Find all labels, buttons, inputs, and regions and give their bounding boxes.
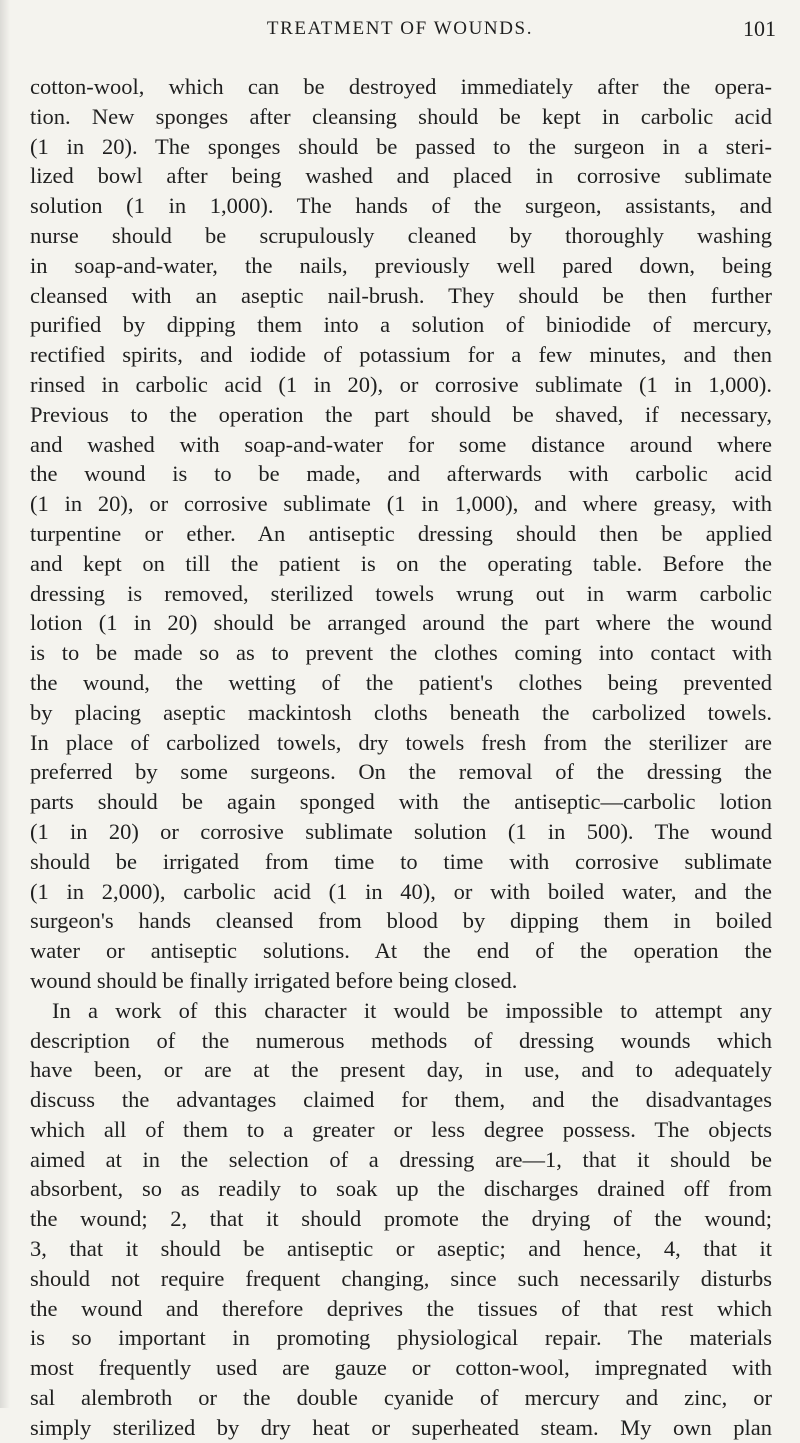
text-line: the wound, the wetting of the patient's clothes being prevented bbox=[30, 669, 772, 695]
running-head bbox=[0, 14, 800, 44]
text-line: (1 in 20). The sponges should be passed to the surgeon in a steri- bbox=[30, 133, 772, 159]
text-line: in soap-and-water, the nails, previously well pared down, being bbox=[30, 252, 772, 278]
text-line: lotion (1 in 20) should be arranged around the part where the wound bbox=[30, 610, 772, 636]
body-text bbox=[30, 72, 772, 1443]
text-line-paragraph-end: wound should be finally irrigated before being closed. bbox=[30, 967, 518, 993]
text-line: discuss the advantages claimed for them, and the disadvantages bbox=[30, 1087, 772, 1113]
text-line: tion. New sponges after cleansing should be kept in carbolic acid bbox=[30, 103, 772, 129]
text-line: cleansed with an aseptic nail-brush. They should be then further bbox=[30, 282, 772, 308]
text-line: which all of them to a greater or less degree possess. The objects bbox=[30, 1116, 772, 1142]
text-line: surgeon's hands cleansed from blood by dipping them in boiled bbox=[30, 908, 772, 934]
text-line: water or antiseptic solutions. At the end of the operation the bbox=[30, 938, 772, 964]
running-title: TREATMENT OF WOUNDS. bbox=[266, 18, 534, 39]
text-line: In place of carbolized towels, dry towels fresh from the sterilizer are bbox=[30, 729, 772, 755]
page-gutter-shadow bbox=[0, 0, 10, 1408]
text-line: (1 in 20) or corrosive sublimate solution (1 in 500). The wound bbox=[30, 818, 772, 844]
text-line: lized bowl after being washed and placed in corrosive sublimate bbox=[30, 163, 772, 189]
text-line: and washed with soap-and-water for some distance around where bbox=[30, 431, 772, 457]
text-line: (1 in 2,000), carbolic acid (1 in 40), or with boiled water, and the bbox=[30, 878, 772, 904]
text-line: turpentine or ether. An antiseptic dressing should then be applied bbox=[30, 520, 772, 546]
text-line-paragraph-start: In a work of this character it would be impossible to attempt any bbox=[52, 997, 772, 1023]
text-line: parts should be again sponged with the antiseptic—carbolic lotion bbox=[30, 789, 772, 815]
text-line: the wound and therefore deprives the tissues of that rest which bbox=[30, 1295, 772, 1321]
text-line: should be irrigated from time to time with corrosive sublimate bbox=[30, 848, 772, 874]
text-line: sal alembroth or the double cyanide of mercury and zinc, or bbox=[30, 1385, 772, 1411]
text-line: by placing aseptic mackintosh cloths beneath the carbolized towels. bbox=[30, 699, 772, 725]
text-line: is to be made so as to prevent the clothes coming into contact with bbox=[30, 640, 772, 666]
text-line: purified by dipping them into a solution of biniodide of mercury, bbox=[30, 312, 772, 338]
text-line: aimed at in the selection of a dressing are—1, that it should be bbox=[30, 1146, 772, 1172]
page-number: 101 bbox=[743, 16, 776, 41]
text-line: simply sterilized by dry heat or superheated steam. My own plan bbox=[30, 1414, 772, 1440]
text-line: rinsed in carbolic acid (1 in 20), or corrosive sublimate (1 in 1,000). bbox=[30, 371, 772, 397]
text-line: and kept on till the patient is on the operating table. Before the bbox=[30, 550, 772, 576]
text-line: the wound is to be made, and afterwards with carbolic acid bbox=[30, 461, 772, 487]
text-line: rectified spirits, and iodide of potassium for a few minutes, and then bbox=[30, 342, 772, 368]
text-line: nurse should be scrupulously cleaned by thoroughly washing bbox=[30, 222, 772, 248]
text-line: (1 in 20), or corrosive sublimate (1 in 1,000), and where greasy, with bbox=[30, 491, 772, 517]
text-line: have been, or are at the present day, in use, and to adequately bbox=[30, 1057, 772, 1083]
text-line: is so important in promoting physiological repair. The materials bbox=[30, 1325, 772, 1351]
text-line: 3, that it should be antiseptic or aseptic; and hence, 4, that it bbox=[30, 1236, 772, 1262]
text-line: cotton-wool, which can be destroyed immediately after the opera- bbox=[30, 74, 772, 99]
text-line: the wound; 2, that it should promote the drying of the wound; bbox=[30, 1206, 772, 1232]
text-line: should not require frequent changing, since such necessarily disturbs bbox=[30, 1265, 772, 1291]
text-line: solution (1 in 1,000). The hands of the surgeon, assistants, and bbox=[30, 193, 772, 219]
text-line: description of the numerous methods of dressing wounds which bbox=[30, 1027, 772, 1053]
text-line: most frequently used are gauze or cotton-wool, impregnated with bbox=[30, 1355, 772, 1381]
text-line: absorbent, so as readily to soak up the discharges drained off from bbox=[30, 1176, 772, 1202]
text-line: preferred by some surgeons. On the removal of the dressing the bbox=[30, 759, 772, 785]
text-line: dressing is removed, sterilized towels wrung out in warm carbolic bbox=[30, 580, 772, 606]
text-line: Previous to the operation the part should be shaved, if necessary, bbox=[30, 401, 772, 427]
